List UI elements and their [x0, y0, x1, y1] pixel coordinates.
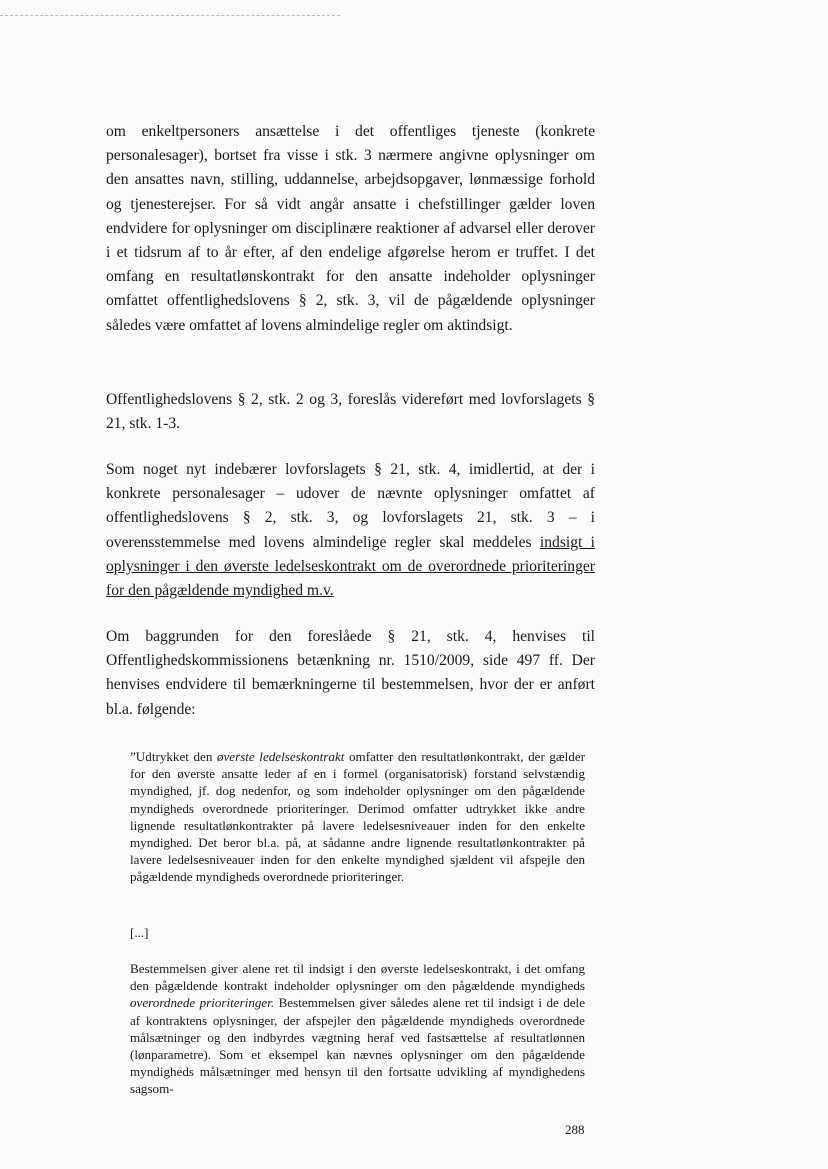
quote-ellipsis: [130, 924, 585, 941]
scan-header-rule: [0, 15, 340, 16]
paragraph-text: Om baggrunden for den foreslåede § 21, stk. 4, henvises til Offentlighedskommissionens betænkning nr. 1510/2009, side 497 ff. Der henvises endvidere til bemærkningerne til bestemmelsen, hvor der er anført bl.a. følgende:: [106, 628, 595, 718]
paragraph-continuation: [106, 388, 595, 436]
paragraph-text: Som noget nyt indebærer lovforslagets § 21, stk. 4, imidlertid, at der i konkrete personalesager – udover de nævnte oplysninger omfattet af offentlighedslovens § 2, stk. 3, og lovforslagets 21, stk. 3 – i overensstemmelse med lovens almindelige regler skal meddeles: [106, 461, 595, 551]
ellipsis-text: [...]: [130, 925, 149, 940]
underlined-passage: indsigt i oplysninger i den øverste ledelseskontrakt om de overordnede prioriteringer for den pågældende myndighed m.v.: [106, 533, 596, 600]
quote-text: Bestemmelsen giver alene ret til indsigt i den øverste ledelseskontrakt, i det omfang den pågældende kontrakt indeholder oplysninger om den pågældende myndigheds: [130, 961, 585, 994]
quote-text: ”Udtrykket den: [130, 749, 217, 764]
quote-block-definition: [130, 748, 585, 886]
paragraph-text: Offentlighedslovens § 2, stk. 2 og 3, foreslås videreført med lovforslagets § 21, stk. 1-3.: [106, 391, 595, 433]
paragraph-new-provision: [106, 458, 595, 603]
quote-emphasis: øverste ledelseskontrakt: [216, 749, 345, 764]
paragraph-background: [106, 625, 595, 722]
quote-text: Bestemmelsen giver således alene ret til indsigt i de dele af kontraktens oplysninger, der afspejler den pågældende myndigheds overordnede målsætninger og den indbyrdes vægtning heraf ved fastsættelse af resultatlønnen (lønparametre). Som et eksempel kan nævnes oplysninger om den pågældende myndigheds målsætninger med hensyn til den fortsatte udvikling af myndighedens sagsom-: [130, 995, 586, 1097]
page-number: 288: [565, 1122, 585, 1137]
paragraph-personnel-cases: [106, 120, 595, 338]
quote-block-scope: [130, 960, 585, 1098]
quote-emphasis: overordnede prioriteringer.: [130, 995, 275, 1011]
quote-text: omfatter den resultatlønkontrakt, der gælder for den øverste ansatte leder af en i formel (organisatorisk) forstand selvstændig myndighed, jf. dog nedenfor, og som indeholder oplysninger om den pågældende myndigheds overordnede prioriteringer. Derimod omfatter udtrykket ikke andre lignende resultatlønkontrakter på lavere ledelsesniveauer inden for den enkelte myndighed. Det beror bl.a. på, at sådanne andre lignende resultatlønkontrakter på lavere ledelsesniveauer inden for den enkelte myndighed sjældent vil afspejle den pågældende myndigheds overordnede prioriteringer.: [130, 749, 586, 885]
paragraph-text: om enkeltpersoners ansættelse i det offentliges tjeneste (konkrete personalesager), bortset fra visse i stk. 3 nærmere angivne oplysninger om den ansattes navn, stilling, uddannelse, arbejdsopgaver, lønmæssige forhold og tjenesterejser. For så vidt angår ansatte i chefstillinger gælder loven endvidere for oplysninger om disciplinære reaktioner af advarsel eller derover i et tidsrum af to år efter, af den endelige afgørelse herom er truffet. I det omfang en resultatlønskontrakt for den ansatte indeholder oplysninger omfattet offentlighedslovens § 2, stk. 3, vil de pågældende oplysninger således være omfattet af lovens almindelige regler om aktindsigt.: [106, 123, 595, 334]
